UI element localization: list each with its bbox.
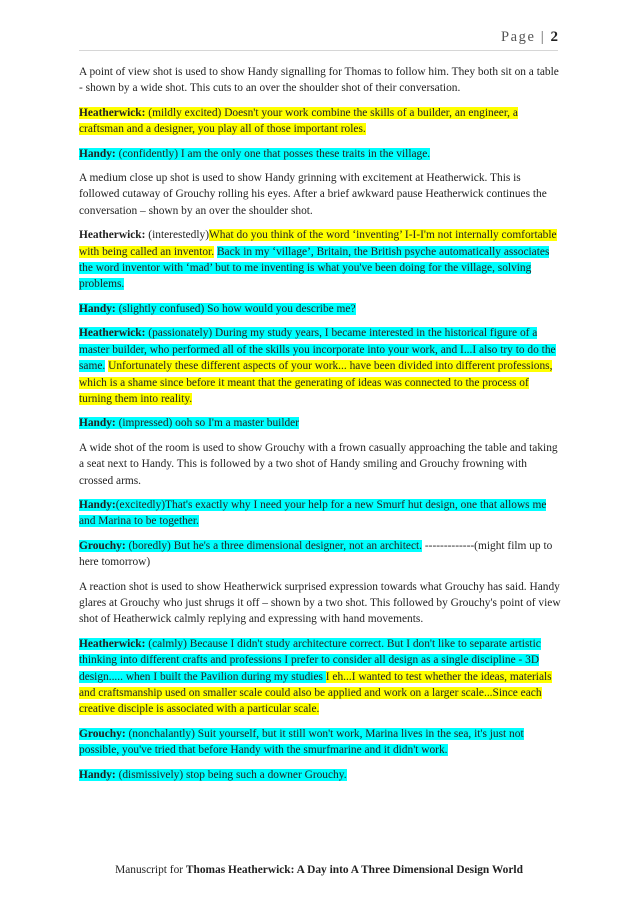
dialogue-line — [79, 415, 563, 431]
direction-paragraph: A medium close up shot is used to show Handy grinning with excitement at Heatherwick. This is followed cutaway of Grouchy rolling his eyes. After a brief awkward pause Heatherwick continues the conversation – shown by an over the shoulder shot. — [79, 172, 547, 217]
direction-paragraph: A point of view shot is used to show Handy signalling for Thomas to follow him. They both sit on a table - shown by a wide shot. This cuts to an over the shoulder shot of their conversation. — [79, 66, 559, 95]
dialogue-text: What do you think of the word ‘inventing’ I-I-I'm not internally comfortable with being called an inventor. — [79, 229, 557, 258]
page-label: Page | — [500, 29, 546, 45]
production-note: -------------(might film up to here tomorrow) — [79, 539, 553, 569]
dialogue-line — [79, 538, 563, 571]
dialogue-line — [79, 227, 563, 293]
dialogue-line — [79, 636, 563, 718]
speaker-name: Handy: — [79, 147, 116, 160]
dialogue-line — [79, 325, 563, 407]
dialogue-line — [79, 726, 563, 759]
dialogue-line — [79, 301, 563, 317]
dialogue-line — [79, 146, 563, 162]
dialogue-text: I eh...I wanted to test whether the ideas, materials and craftsmanship used on smaller scale could also be applied and work on a larger scale...Since each creative disciple is associated with a particular scale. — [79, 670, 552, 716]
dialogue-line — [79, 497, 563, 530]
dialogue-text: (confidently) I am the only one that posses these traits in the village. — [115, 147, 431, 160]
dialogue-text: (impressed) ooh so I'm a master builder — [115, 417, 300, 430]
speaker-name: Handy: — [79, 417, 116, 430]
header-divider — [79, 50, 558, 51]
dialogue-text: (dismissively) stop being such a downer Grouchy. — [115, 768, 347, 781]
dialogue-line — [79, 767, 563, 783]
dialogue-text: (boredly) But he's a three dimensional designer, not an architect. — [125, 539, 423, 552]
footer-prefix: Manuscript for — [115, 864, 186, 876]
footer-title: Thomas Heatherwick: A Day into A Three Dimensional Design World — [185, 864, 523, 876]
manuscript-body — [79, 64, 563, 791]
direction-paragraph: A reaction shot is used to show Heatherwick surprised expression towards what Grouchy has said. Handy glares at Grouchy who just shrugs it off – shown by a two shot. This followed by Grouchy's point of view shot of Heatherwick calmly replying and expressing with hand movements. — [79, 580, 561, 626]
dialogue-text: (calmly) Because I didn't study architecture correct. But I don't like to separate artistic thinking into different crafts and professions I prefer to consider all design as a single discipline - 3D design..... when I built the Pavilion during my studies — [79, 637, 541, 683]
speaker-name: Handy: — [79, 498, 116, 511]
direction-paragraph: A wide shot of the room is used to show Grouchy with a frown casually approaching the table and taking a seat next to Handy. This is followed by a two shot of Handy smiling and Grouchy frowning with crossed arms. — [79, 441, 558, 487]
dialogue-text: (nonchalantly) Suit yourself, but it still won't work, Marina lives in the sea, it's just not possible, you've tried that before Handy with the smurfmarine and it didn't work. — [79, 727, 524, 757]
dialogue-text: Unfortunately these different aspects of your work... have been divided into different professions, which is a shame since before it meant that the generating of ideas was connected to the process of turning them into reality. — [79, 360, 553, 405]
dialogue-line — [79, 105, 563, 138]
speaker-name: Handy: — [79, 768, 116, 781]
dialogue-text: (passionately) During my study years, I became interested in the historical figure of a master builder, who performed all of the skills you incorporate into your work, and I...I also try to do the same. — [79, 327, 556, 373]
page-footer — [0, 864, 638, 876]
speaker-name: Grouchy: — [79, 727, 126, 740]
dialogue-text: Back in my ‘village’, Britain, the British psyche automatically associates the word inventor with ‘mad’ but to me inventing is what you've been doing for the village, solving problems. — [79, 245, 550, 291]
dialogue-text: (interestedly) — [145, 229, 210, 242]
speaker-name: Heatherwick: — [79, 106, 146, 119]
speaker-name: Handy: — [79, 302, 116, 315]
dialogue-text: (excitedly)That's exactly why I need your help for a new Smurf hut design, one that allows me and Marina to be together. — [79, 498, 547, 528]
dialogue-text: (mildly excited) Doesn't your work combine the skills of a builder, an engineer, a craftsman and a designer, you play all of those important roles. — [79, 106, 518, 136]
page-number: 2 — [550, 29, 558, 45]
speaker-name: Heatherwick: — [79, 327, 146, 340]
speaker-name: Heatherwick: — [79, 229, 146, 242]
dialogue-text: (slightly confused) So how would you describe me? — [115, 302, 356, 315]
speaker-name: Heatherwick: — [79, 637, 146, 650]
speaker-name: Grouchy: — [79, 539, 126, 552]
page-header — [79, 29, 558, 46]
